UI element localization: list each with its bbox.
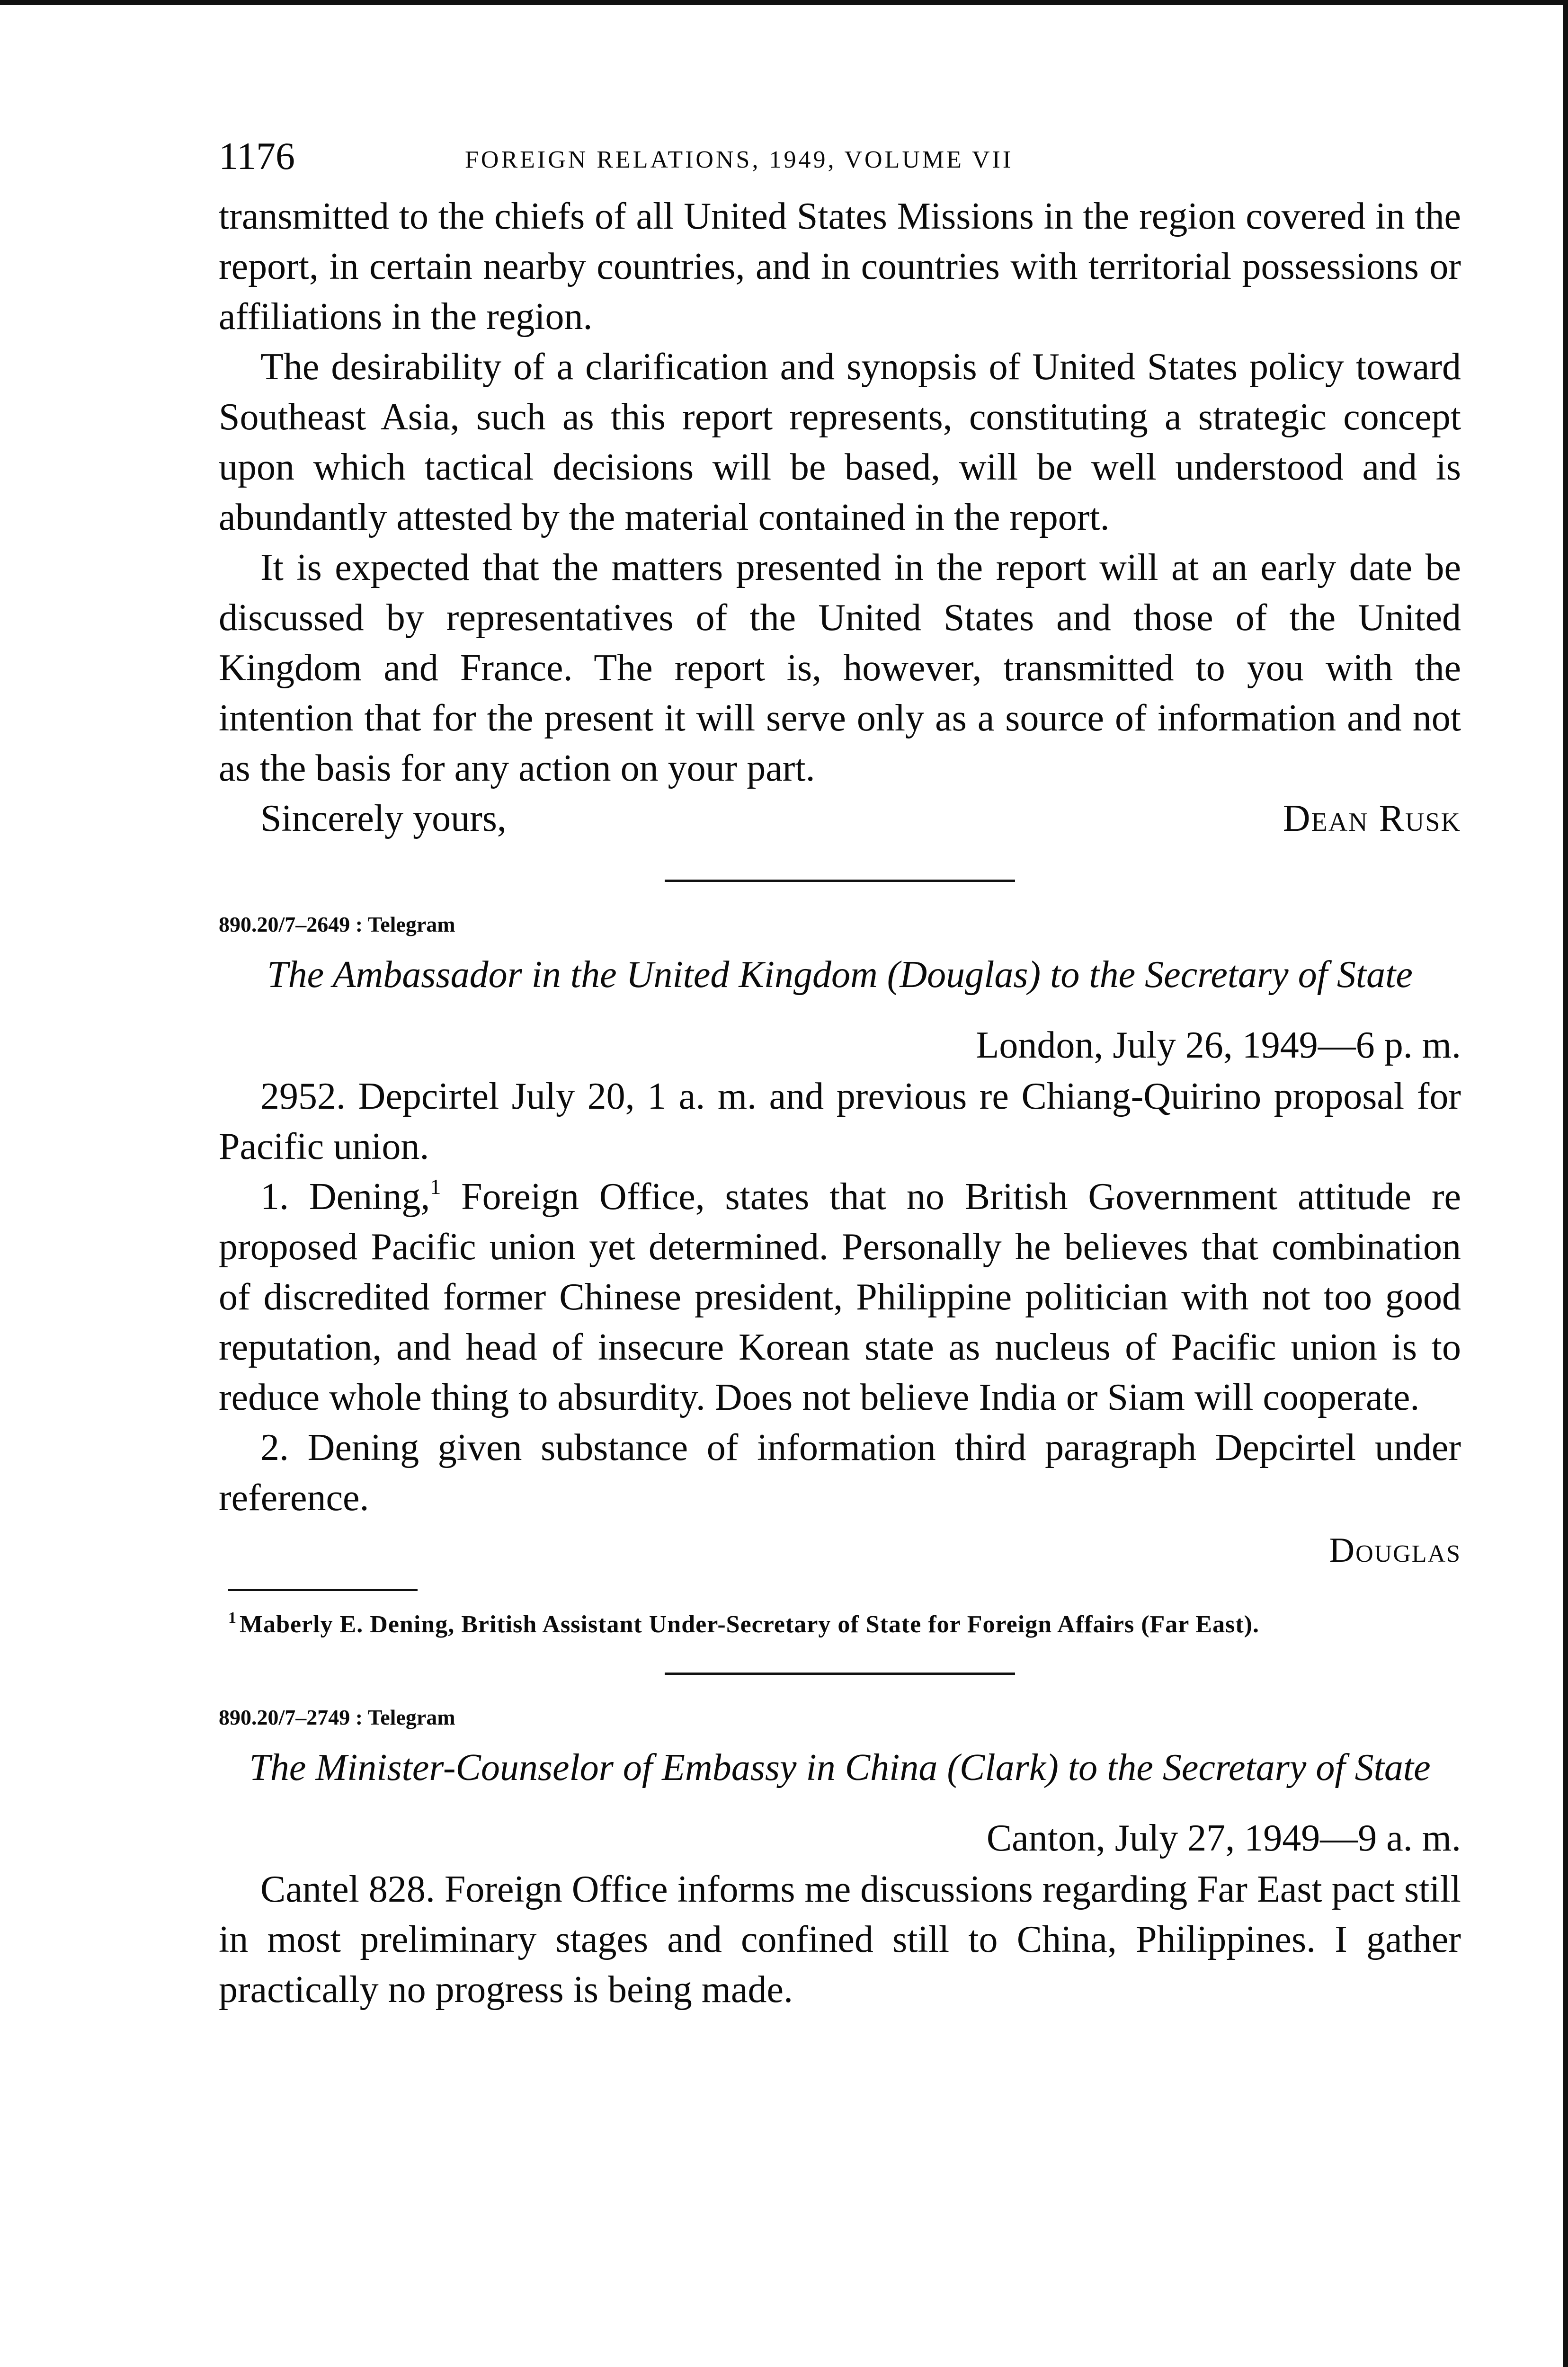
place-date-line	[219, 1020, 1461, 1070]
section-divider-2	[665, 1673, 1015, 1675]
file-reference: 890.20/7–2649 : Telegram	[219, 912, 455, 936]
telegram-signature: Douglas	[1329, 1531, 1461, 1570]
letter-closing-line	[219, 793, 1461, 844]
telegram-paragraph-3: 2. Dening given substance of information third paragraph Depcirtel under reference.	[219, 1427, 1461, 1519]
paragraph-lead: 1. Dening,	[260, 1176, 430, 1218]
telegram-london	[219, 910, 1461, 1639]
telegram-canton	[219, 1703, 1461, 2015]
scan-border-top	[0, 0, 1568, 5]
letter-paragraph-1: transmitted to the chiefs of all United States Missions in the region covered in the report, in certain nearby countries, and in countries with territorial possessions or affiliations in the region.	[219, 196, 1461, 338]
section-divider-1	[665, 880, 1015, 882]
letter-section	[219, 191, 1461, 844]
scan-border-right	[1563, 0, 1568, 2367]
telegram-paragraph-1: Cantel 828. Foreign Office informs me discussions regarding Far East pact still in most preliminary stages and confined still to China, Philippines. I gather practically no progress is being made.	[219, 1869, 1461, 2011]
page-number: 1176	[219, 134, 295, 178]
letter-paragraph-2: The desirability of a clarification and synopsis of United States policy toward Southeast Asia, such as this report represents, constituting a strategic concept upon which tactical decisions will be based, will be well understood and is abundantly attested by the material contained in the report.	[219, 346, 1461, 538]
footnote-rule	[228, 1589, 418, 1591]
footnote-text: Maberly E. Dening, British Assistant Under-Secretary of State for Foreign Affairs (Far East).	[240, 1611, 1259, 1638]
document-title: The Minister-Counselor of Embassy in China (Clark) to the Secretary of State	[249, 1747, 1431, 1789]
footnote	[219, 1603, 1461, 1639]
footnote-reference: 1	[430, 1175, 441, 1199]
paragraph-body: Foreign Office, states that no British Government attitude re proposed Pacific union yet determined. Personally he believes that combination of discredited former Chinese president, Philippine politician with not too good reputation, and head of insecure Korean state as nucleus of Pacific union is to reduce whole thing to absurdity. Does not believe India or Siam will cooperate.	[219, 1176, 1461, 1418]
telegram-paragraph-2	[219, 1172, 1461, 1423]
place-date-line	[219, 1813, 1461, 1863]
letter-paragraph-3: It is expected that the matters presented in the report will at an early date be discussed by representatives of the United States and those of the United Kingdom and France. The report is, however, transmitted to you with the intention that for the present it will serve only as a source of information and not as the basis for any action on your part.	[219, 547, 1461, 789]
document-title: The Ambassador in the United Kingdom (Douglas) to the Secretary of State	[267, 954, 1413, 996]
signer-name: Dean Rusk	[1283, 798, 1461, 839]
closing-salutation: Sincerely yours,	[260, 798, 507, 839]
place-date: Canton, July 27, 1949—9 a. m.	[986, 1817, 1461, 1859]
telegram-paragraph-1: 2952. Depcirtel July 20, 1 a. m. and previous re Chiang-Quirino proposal for Pacific union.	[219, 1076, 1461, 1167]
page-header	[219, 133, 1461, 189]
place-date: London, July 26, 1949—6 p. m.	[976, 1024, 1461, 1066]
running-title: FOREIGN RELATIONS, 1949, VOLUME VII	[465, 146, 1014, 173]
document-page	[219, 133, 1461, 2015]
file-reference: 890.20/7–2749 : Telegram	[219, 1705, 455, 1729]
footnote-mark: 1	[228, 1609, 237, 1627]
